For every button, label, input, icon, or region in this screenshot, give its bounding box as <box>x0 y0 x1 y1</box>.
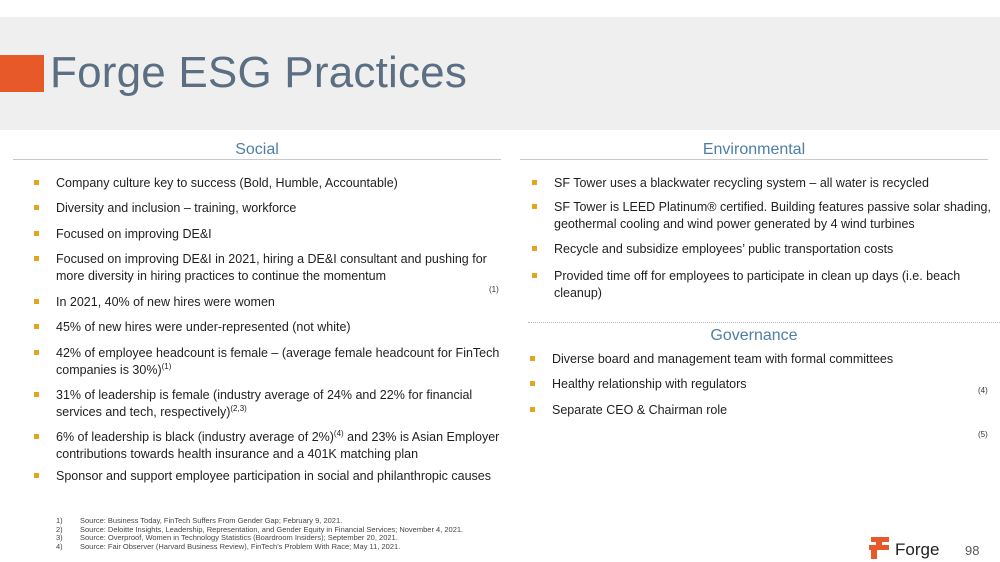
list-item <box>34 226 502 243</box>
bullet-text: Recycle and subsidize employees’ public transportation costs <box>554 242 894 256</box>
bullet-text: In 2021, 40% of new hires were women <box>56 295 275 309</box>
list-item <box>34 429 502 463</box>
bullet-text: 42% of employee headcount is female – (average female headcount for FinTech companies is 30%) <box>56 346 500 377</box>
footnote-text: Source: Overproof, Women in Technology Statistics (Boardroom Insiders); September 20, 2021. <box>80 533 398 543</box>
footnote-text: Source: Business Today, FinTech Suffers From Gender Gap; February 9, 2021. <box>80 516 343 525</box>
governance-divider <box>528 322 1000 323</box>
list-item <box>532 199 994 233</box>
bullet-square-icon <box>34 392 39 397</box>
footnote-number: 4) <box>56 541 63 551</box>
list-item <box>532 175 994 192</box>
bullet-square-icon <box>532 180 537 185</box>
list-item <box>532 268 994 302</box>
bullet-text: SF Tower uses a blackwater recycling system – all water is recycled <box>554 176 929 190</box>
page-number: 98 <box>965 543 980 558</box>
bullet-text: Sponsor and support employee participation in social and philanthropic causes <box>56 469 491 483</box>
bullet-square-icon <box>34 231 39 236</box>
brand-name: Forge <box>895 540 940 559</box>
list-item <box>34 294 502 311</box>
bullet-text: 6% of leadership is black (industry average of 2%) <box>56 430 334 444</box>
title-accent-square <box>0 55 44 92</box>
footnote-number: 3) <box>56 533 63 543</box>
bullet-square-icon <box>34 473 39 478</box>
bullet-square-icon <box>34 350 39 355</box>
bullet-square-icon <box>34 256 39 261</box>
bullet-text-continued: and 23% is Asian Employer contributions towards health insurance and a 401K matching plan <box>56 430 500 461</box>
bullet-square-icon <box>34 434 39 439</box>
footnote-marker-4: (4) <box>978 386 988 395</box>
bullet-square-icon <box>34 324 39 329</box>
bullet-square-icon <box>532 273 537 278</box>
list-item <box>530 376 972 393</box>
environmental-heading-rule <box>520 159 988 160</box>
footnote-text: Source: Fair Observer (Harvard Business Review), FinTech’s Problem With Race; May 11, 2021. <box>80 541 401 551</box>
bullet-text: 31% of leadership is female (industry average of 24% and 22% for financial services and tech, respectively) <box>56 388 473 419</box>
footnote-number: 2) <box>56 524 63 534</box>
forge-logo-icon <box>868 536 892 560</box>
footnote-number: 1) <box>56 516 63 525</box>
citation-superscript: (2,3) <box>230 403 247 413</box>
bullet-text: Separate CEO & Chairman role <box>552 403 728 417</box>
list-item <box>532 241 994 258</box>
bullet-square-icon <box>34 205 39 210</box>
bullet-text: Focused on improving DE&I <box>56 227 212 241</box>
environmental-heading: Environmental <box>702 141 806 158</box>
bullet-square-icon <box>532 246 537 251</box>
citation-superscript: (4) <box>333 428 344 438</box>
bullet-text: SF Tower is LEED Platinum® certified. Building features passive solar shading, geothermal cooling and wind power generated by 4 wind turbines <box>554 200 991 231</box>
page-title: Forge ESG Practices <box>50 48 468 97</box>
list-item <box>34 251 502 285</box>
bullet-square-icon <box>34 299 39 304</box>
list-item <box>34 468 502 485</box>
bullet-text: Company culture key to success (Bold, Humble, Accountable) <box>56 176 398 190</box>
bullet-text: Healthy relationship with regulators <box>552 377 747 391</box>
social-heading: Social <box>235 141 279 158</box>
bullet-text: 45% of new hires were under-represented (not white) <box>56 320 351 334</box>
citation-superscript: (1) <box>161 361 172 371</box>
bullet-square-icon <box>532 204 537 209</box>
list-item <box>34 200 502 217</box>
list-item <box>34 175 502 192</box>
footnotes <box>56 517 463 551</box>
footnote-marker-5: (5) <box>978 430 988 439</box>
bullet-text: Diverse board and management team with formal committees <box>552 352 894 366</box>
footnote-text: Source: Deloitte Insights, Leadership, Representation, and Gender Equity in Financial Services; November 4, 2021. <box>80 524 464 534</box>
bullet-square-icon <box>530 381 535 386</box>
footnote-marker-1: (1) <box>489 285 499 294</box>
social-heading-rule <box>13 159 501 160</box>
bullet-text: Diversity and inclusion – training, workforce <box>56 201 297 215</box>
list-item <box>34 345 502 379</box>
bullet-square-icon <box>530 356 535 361</box>
list-item <box>34 387 502 421</box>
list-item <box>530 402 972 419</box>
list-item <box>34 319 502 336</box>
list-item <box>530 351 972 368</box>
bullet-square-icon <box>530 407 535 412</box>
bullet-text: Provided time off for employees to participate in clean up days (i.e. beach cleanup) <box>554 269 961 300</box>
footnote <box>56 543 463 552</box>
bullet-square-icon <box>34 180 39 185</box>
governance-heading: Governance <box>710 327 798 344</box>
bullet-text: Focused on improving DE&I in 2021, hiring a DE&I consultant and pushing for more diversity in hiring practices to continue the momentum <box>56 252 487 283</box>
